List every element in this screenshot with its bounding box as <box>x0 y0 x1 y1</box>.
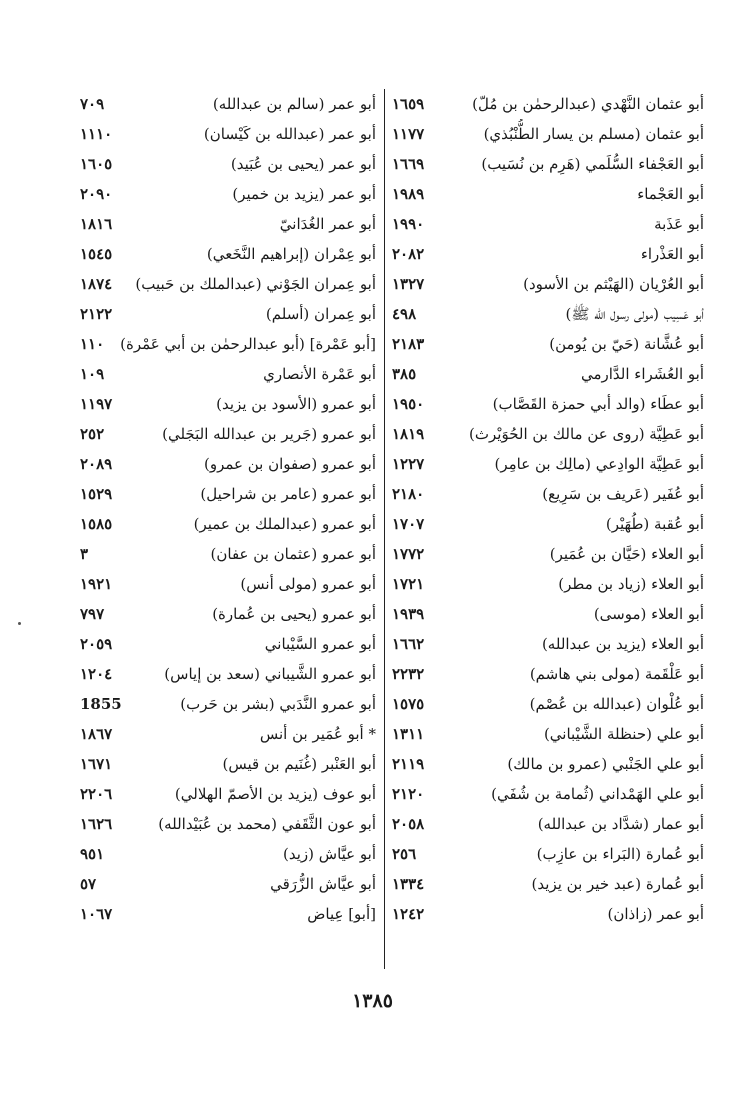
entry-number: ١٨٧٤ <box>80 275 113 293</box>
index-entry <box>80 869 376 899</box>
entry-name: أبو عوف (يزيد بن الأصمّ الهلالي) <box>174 785 376 803</box>
index-entry <box>80 299 376 329</box>
entry-number: ٢١٢٠ <box>392 785 425 803</box>
entry-name: أبو العلاء (زياد بن مطر) <box>558 575 704 593</box>
entry-name: * أبو عُمَير بن أنس <box>259 725 376 743</box>
index-entry <box>80 839 376 869</box>
entry-name: أبو عون الثَّقَفي (محمد بن عُبَيْدالله) <box>158 815 376 833</box>
entry-number: ١١٧٧ <box>392 125 425 143</box>
entry-number: ١٩٥٠ <box>392 395 425 413</box>
entry-name: أبو عمر (يحيى بن عُبَيد) <box>230 155 376 173</box>
index-entry <box>80 509 376 539</box>
entry-name: أبو العَنْبر (غُنَيم بن قيس) <box>222 755 376 773</box>
index-entry <box>392 449 704 479</box>
entry-name: أبو عثمان النَّهْدي (عبدالرحمٰن بن مُلّ) <box>472 95 704 113</box>
entry-name: أبو عمرو (عبدالملك بن عمير) <box>193 515 376 533</box>
index-entry <box>80 479 376 509</box>
entry-number: ١٠٩ <box>80 365 105 383</box>
entry-name: أبو عمرو السَّيْباني <box>264 635 376 653</box>
index-entry <box>392 239 704 269</box>
entry-name: أبو العلاء (يزيد بن عبدالله) <box>541 635 704 653</box>
entry-number: ١٧٠٧ <box>392 515 425 533</box>
entry-number: ١٨٦٧ <box>80 725 113 743</box>
entry-name: أبو عيَّاش الزُّرَقي <box>270 875 376 893</box>
entry-number: ١٩٣٩ <box>392 605 425 623</box>
index-entry <box>392 839 704 869</box>
index-entry <box>80 89 376 119</box>
entry-name: أبو عُقبة (طُهَيْر) <box>605 515 704 533</box>
entry-name: أبو عمر (زاذان) <box>607 905 704 923</box>
entry-number: ١٦٦٩ <box>392 155 425 173</box>
entry-number: ٢١٨٠ <box>392 485 425 503</box>
entry-name: أبو عَسِيب (مولى رسول الله ﷺ) <box>565 305 704 323</box>
index-entry <box>80 659 376 689</box>
entry-number: ٢٠٥٩ <box>80 635 113 653</box>
index-entry <box>392 629 704 659</box>
index-entry <box>80 269 376 299</box>
index-entry <box>392 119 704 149</box>
index-entry <box>392 179 704 209</box>
index-entry <box>392 749 704 779</box>
entry-number: ١٥٤٥ <box>80 245 113 263</box>
index-entry <box>80 539 376 569</box>
entry-name: أبو عطَاء (والد أبي حمزة القَصَّاب) <box>492 395 704 413</box>
entry-number: ١١٠ <box>80 335 105 353</box>
entry-name: [أبو عَمْرة] (أبو عبدالرحمٰن بن أبي عَمْرة) <box>120 335 376 353</box>
entry-name: أبو عِمْران (إبراهيم النَّخَعي) <box>206 245 376 263</box>
entry-name: أبو عثمان (مسلم بن يسار الطُّنْبُذي) <box>483 125 704 143</box>
entry-name: أبو عِمران (أسلم) <box>265 305 376 323</box>
entry-name: أبو عَمْرة الأنصاري <box>263 365 376 383</box>
left-column <box>80 89 376 929</box>
page-number: ١٣٨٥ <box>352 990 393 1012</box>
entry-name: أبو عُمارة (عبد خير بن يزيد) <box>531 875 704 893</box>
entry-name: أبو العَجْماء <box>637 185 704 203</box>
entry-number: ٢١١٩ <box>392 755 425 773</box>
entry-number: ٢٠٨٢ <box>392 245 425 263</box>
entry-number: ١٢٠٤ <box>80 665 113 683</box>
column-divider <box>384 89 385 969</box>
entry-number: ١٥٨٥ <box>80 515 113 533</box>
entry-number: ٢٠٩٠ <box>80 185 113 203</box>
index-entry <box>392 389 704 419</box>
entry-number: ١٨١٦ <box>80 215 113 233</box>
index-entry <box>392 569 704 599</box>
entry-number: ٢١٢٢ <box>80 305 113 323</box>
index-entry <box>392 89 704 119</box>
entry-name: أبو عِمران الجَوْني (عبدالملك بن حَبيب) <box>135 275 376 293</box>
index-entry <box>80 209 376 239</box>
index-entry <box>392 329 704 359</box>
entry-name: أبو عَلْقَمة (مولى بني هاشم) <box>529 665 704 683</box>
index-entry <box>80 149 376 179</box>
index-entry <box>392 539 704 569</box>
entry-number: ١١٩٧ <box>80 395 113 413</box>
entry-number: ١٧٧٢ <box>392 545 425 563</box>
entry-name: أبو عمرو (جَرير بن عبدالله البَجَلي) <box>162 425 376 443</box>
entry-name: أبو عمرو (صفوان بن عمرو) <box>203 455 376 473</box>
entry-number: ٢٢٠٦ <box>80 785 113 803</box>
entry-name: أبو العَذْراء <box>640 245 704 263</box>
entry-number: ٣٨٥ <box>392 365 417 383</box>
entry-number: ٧٠٩ <box>80 95 105 113</box>
entry-name: أبو العلاء (موسى) <box>593 605 704 623</box>
index-entry <box>80 809 376 839</box>
entry-name: أبو عمرو (يحيى بن عُمارة) <box>212 605 376 623</box>
entry-number: ٢٢٣٢ <box>392 665 425 683</box>
index-entry <box>392 809 704 839</box>
entry-number: ١٣٢٧ <box>392 275 425 293</box>
index-entry <box>392 509 704 539</box>
index-entry <box>392 689 704 719</box>
index-entry <box>80 599 376 629</box>
index-entry <box>392 419 704 449</box>
index-entry <box>392 269 704 299</box>
index-entry <box>80 569 376 599</box>
index-entry <box>80 749 376 779</box>
entry-name: أبو عمرو النَّدَبي (بشر بن حَرب) <box>180 695 376 713</box>
index-entry <box>392 659 704 689</box>
entry-number: ١٣٣٤ <box>392 875 425 893</box>
entry-number: ١٦٢٦ <box>80 815 113 833</box>
entry-name: أبو عُفَير (عَريف بن سَرِيع) <box>542 485 704 503</box>
entry-name: أبو عُشَّانة (حَيّ بن يُومن) <box>549 335 704 353</box>
entry-number: ٤٩٨ <box>392 305 417 323</box>
entry-number: ١٦٦٢ <box>392 635 425 653</box>
entry-name: أبو العُشَراء الدَّارمي <box>580 365 704 383</box>
entry-number: ٢٥٦ <box>392 845 417 863</box>
entry-name: أبو عمار (شدَّاد بن عبدالله) <box>537 815 704 833</box>
index-entry <box>392 779 704 809</box>
entry-name: أبو علي الجَنْبي (عمرو بن مالك) <box>507 755 704 773</box>
entry-number: ١٩٩٠ <box>392 215 425 233</box>
entry-number: ٧٩٧ <box>80 605 105 623</box>
entry-number: ١٧٢١ <box>392 575 425 593</box>
entry-name: أبو عمر الغُدَانيّ <box>279 215 376 233</box>
index-entry <box>80 689 376 719</box>
index-entry <box>392 479 704 509</box>
index-entry <box>80 629 376 659</box>
entry-name: أبو عيَّاش (زيد) <box>283 845 376 863</box>
entry-name: أبو عُلْوان (عبدالله بن عُصْم) <box>529 695 704 713</box>
entry-number: ١٢٤٢ <box>392 905 425 923</box>
entry-name: أبو العَجْفاء السُّلَمي (هَرِم بن نُسَيب) <box>481 155 704 173</box>
entry-name: أبو عمر (عبدالله بن كَيْسان) <box>203 125 376 143</box>
entry-number: ١٦٧١ <box>80 755 113 773</box>
index-entry <box>80 419 376 449</box>
index-entry <box>80 719 376 749</box>
index-entry <box>392 719 704 749</box>
entry-number: ١٥٧٥ <box>392 695 425 713</box>
entry-name: أبو العلاء (حَيَّان بن عُمَير) <box>549 545 704 563</box>
entry-name: أبو عَطِيَّة (روى عن مالك بن الحُوَيْرث) <box>469 425 704 443</box>
index-entry <box>80 449 376 479</box>
entry-number: ٢٥٢ <box>80 425 105 443</box>
entry-name: أبو علي الهَمْداني (ثُمامة بن شُفَي) <box>491 785 704 803</box>
entry-number: ١٦٠٥ <box>80 155 113 173</box>
entry-number: ١٠٦٧ <box>80 905 113 923</box>
index-entry <box>392 359 704 389</box>
entry-number: ٣ <box>80 545 89 563</box>
index-entry <box>80 779 376 809</box>
entry-number: ١٢٢٧ <box>392 455 425 473</box>
entry-number: ١١١٠ <box>80 125 113 143</box>
index-entry <box>80 119 376 149</box>
right-column <box>392 89 704 929</box>
entry-number: ٢١٨٣ <box>392 335 425 353</box>
index-entry <box>80 179 376 209</box>
entry-name: أبو العُرْيان (الهَيْثم بن الأسود) <box>523 275 704 293</box>
entry-name: أبو عَطِيَّة الوادِعي (مالِك بن عامِر) <box>494 455 704 473</box>
index-entry <box>80 329 376 359</box>
entry-number: ١٣١١ <box>392 725 425 743</box>
entry-number: ٩٥١ <box>80 845 105 863</box>
entry-number: ١٥٢٩ <box>80 485 113 503</box>
entry-name: أبو علي (حنظلة الشَّيْباني) <box>543 725 704 743</box>
entry-number: ٢٠٥٨ <box>392 815 425 833</box>
entry-name: أبو عَذَبة <box>654 215 704 233</box>
entry-number: ١٦٥٩ <box>392 95 425 113</box>
index-entry <box>80 359 376 389</box>
entry-number: 1855 <box>80 695 122 713</box>
index-entry <box>80 899 376 929</box>
index-entry <box>392 599 704 629</box>
entry-number: ٢٠٨٩ <box>80 455 113 473</box>
index-entry <box>392 149 704 179</box>
index-entry <box>80 389 376 419</box>
index-entry <box>80 239 376 269</box>
index-entry <box>392 869 704 899</box>
entry-name: أبو عمر (سالم بن عبدالله) <box>212 95 376 113</box>
index-entry <box>392 299 704 329</box>
index-entry <box>392 899 704 929</box>
entry-name: أبو عمرو (مولى أنس) <box>240 575 376 593</box>
entry-name: أبو عُمارة (البَراء بن عازِب) <box>536 845 704 863</box>
entry-name: أبو عمرو (عامر بن شراحيل) <box>200 485 376 503</box>
entry-number: ١٩٨٩ <box>392 185 425 203</box>
entry-number: ١٨١٩ <box>392 425 425 443</box>
entry-name: أبو عمرو الشَّيباني (سعد بن إياس) <box>164 665 376 683</box>
scan-speck <box>18 622 21 625</box>
entry-number: ١٩٢١ <box>80 575 113 593</box>
entry-name: أبو عمرو (الأسود بن يزيد) <box>216 395 376 413</box>
entry-name: [أبو] عِياض <box>307 905 376 923</box>
index-entry <box>392 209 704 239</box>
entry-name: أبو عمر (يزيد بن خمير) <box>232 185 376 203</box>
entry-name: أبو عمرو (عثمان بن عفان) <box>210 545 376 563</box>
entry-number: ٥٧ <box>80 875 97 893</box>
